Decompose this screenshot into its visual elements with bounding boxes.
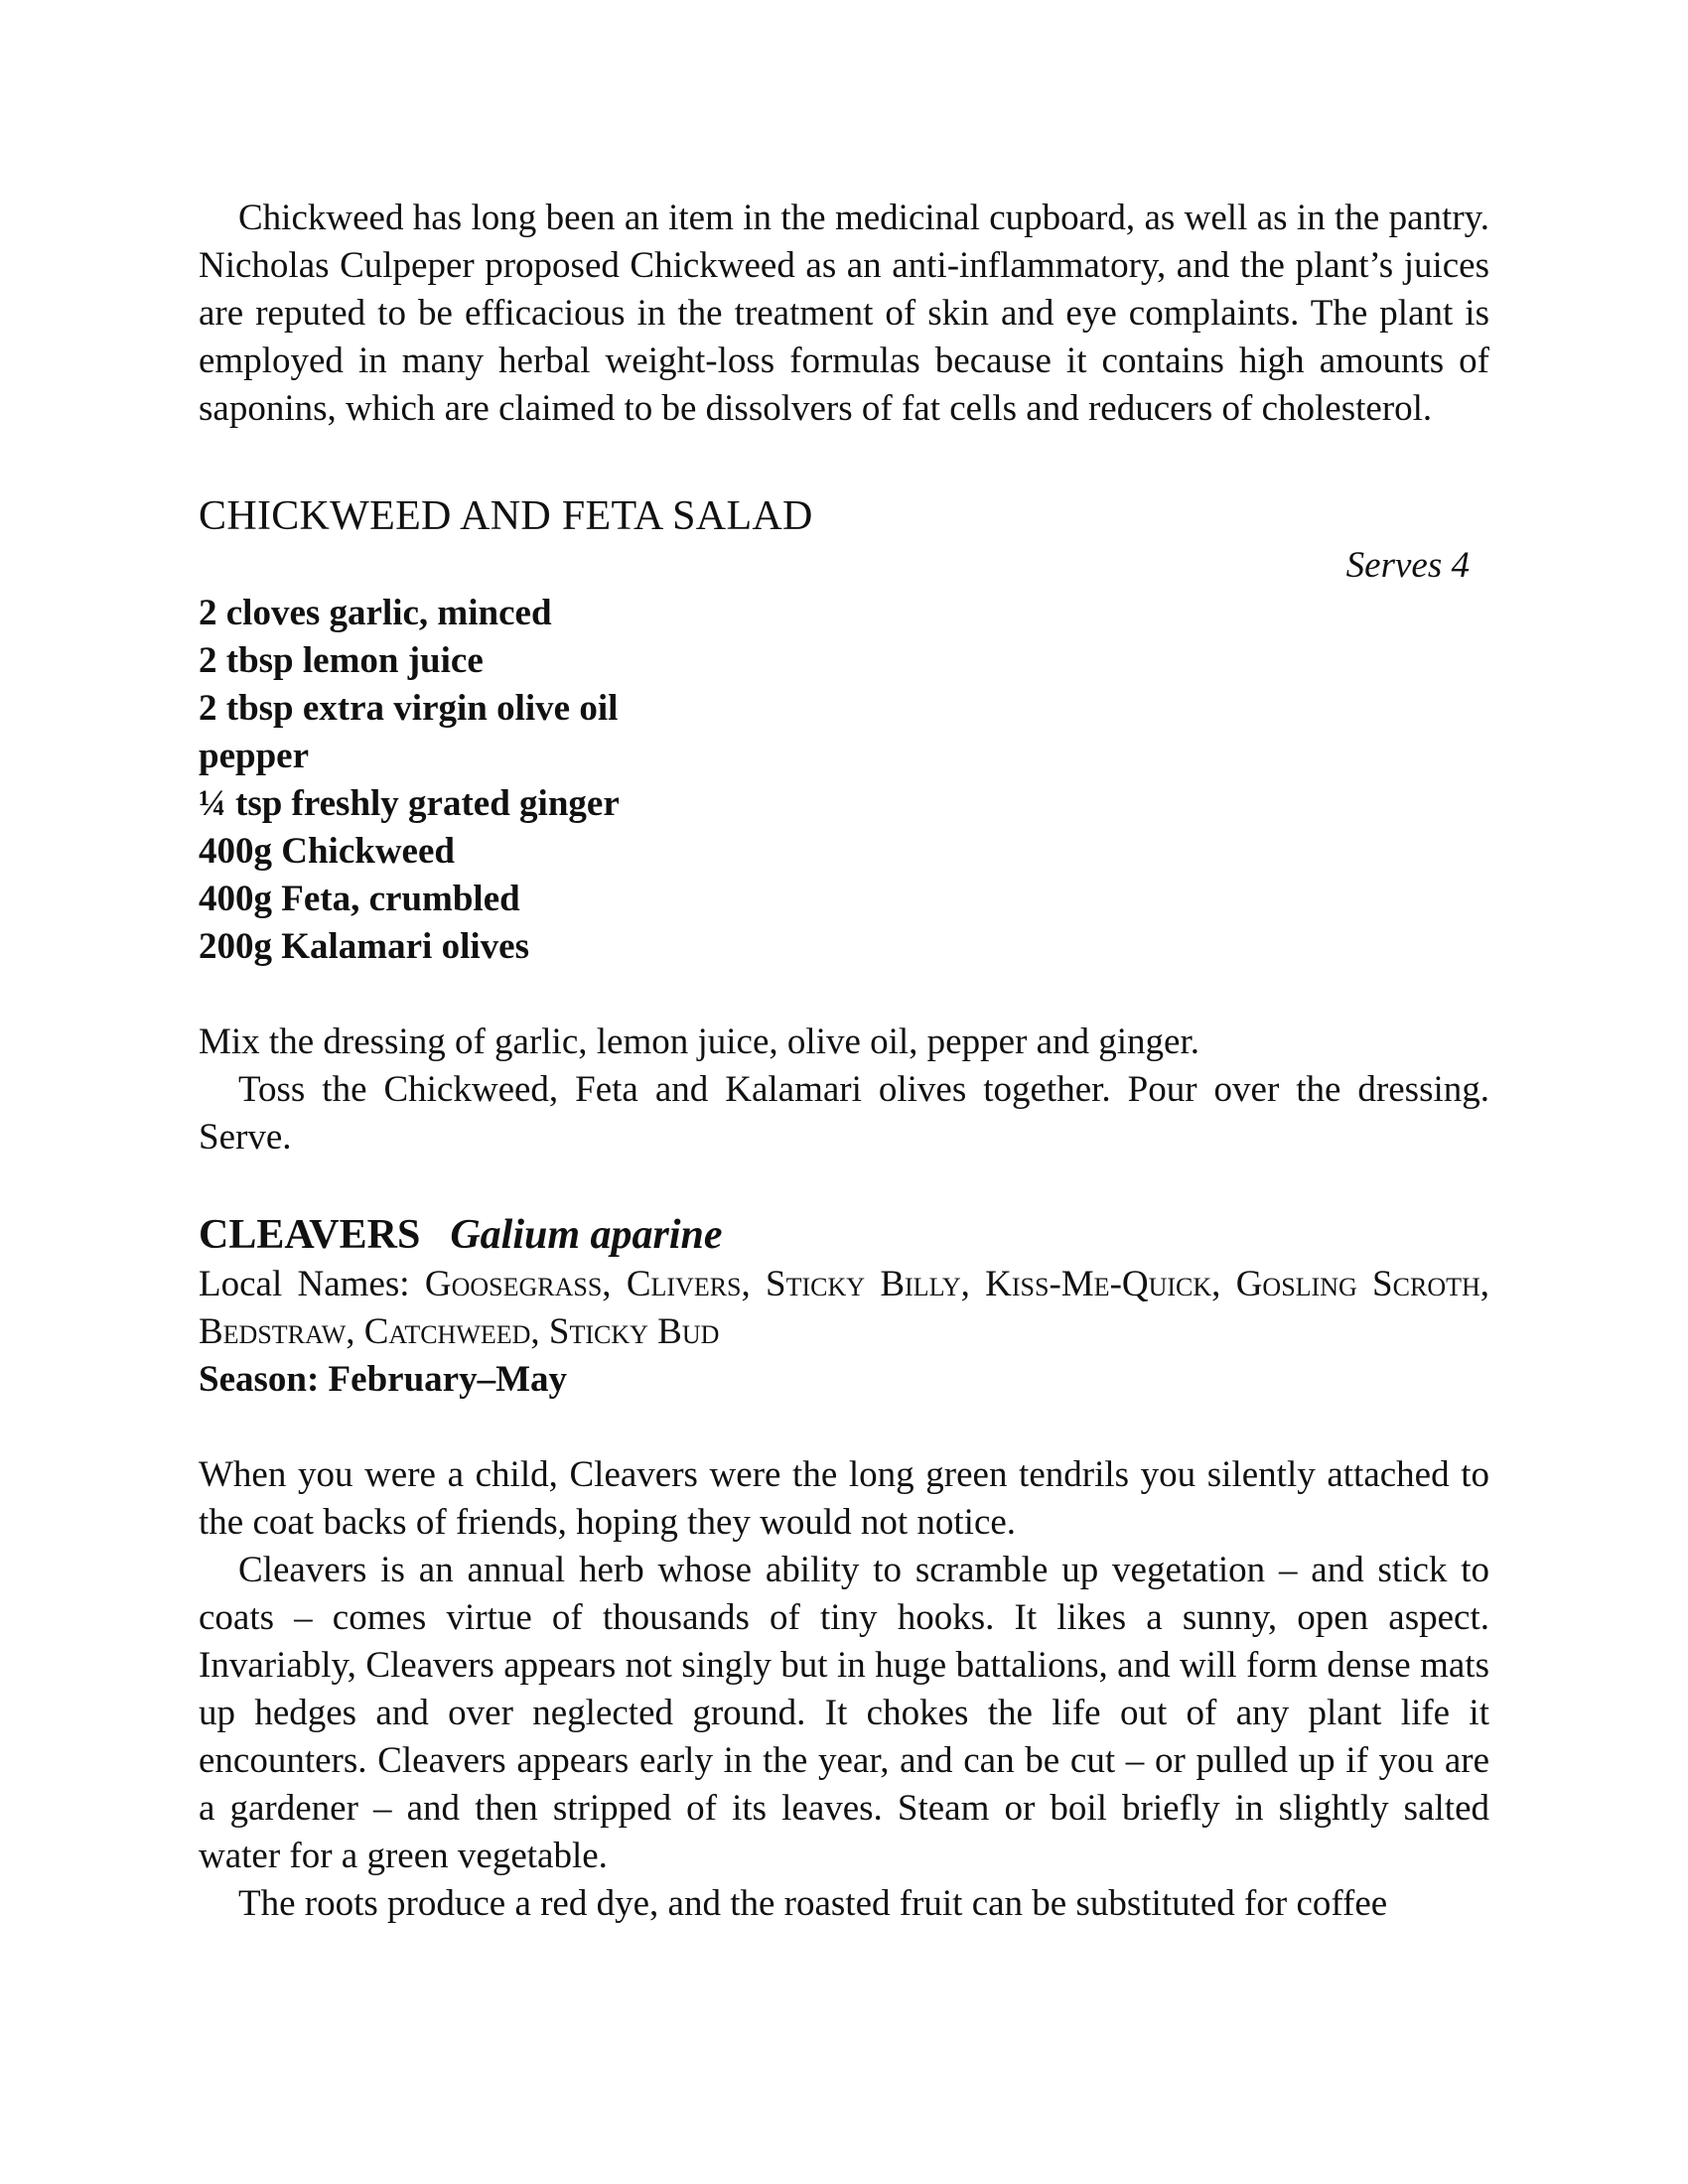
ingredient-item: 400g Feta, crumbled [199,879,520,919]
intro-paragraph: Chickweed has long been an item in the medicinal cupboard, as well as in the pantry. Nicholas Culpeper proposed Chickweed as an anti-inflammatory, and the plant’s juices are reputed to be efficacious in the treatment of skin and eye complaints. The plant is employed in many herbal weight-loss formulas because it contains high amounts of saponins, which are claimed to be dissolvers of fat cells and reducers of cholesterol. [199,198,1489,429]
plant-latin-name: Galium aparine [450,1212,723,1258]
local-names [199,1261,1489,1356]
plant-paragraph: The roots produce a red dye, and the roasted fruit can be substituted for coffee [238,1883,1388,1924]
ingredient-item: 2 cloves garlic, minced [199,593,552,633]
plant-season: Season: February–May [199,1359,567,1400]
page-body [199,195,1489,1928]
ingredient-list [199,590,1489,971]
ingredient-item: 400g Chickweed [199,831,455,872]
recipe-method-step-2: Toss the Chickweed, Feta and Kalamari olives together. Pour over the dressing. Serve. [199,1069,1489,1158]
recipe-serves: Serves 4 [1345,545,1470,586]
local-names-label: Local Names: [199,1264,410,1304]
ingredient-item: ¼ tsp freshly grated ginger [199,783,620,824]
plant-common-name: CLEAVERS [199,1212,421,1258]
plant-heading [199,1209,1489,1261]
ingredient-item: 2 tbsp extra virgin olive oil [199,688,619,729]
plant-paragraph: Cleavers is an annual herb whose ability to scramble up vegetation – and stick to coats – comes virtue of thousands of tiny hooks. It likes a sunny, open aspect. Invariably, Cleavers appears not singly but in huge battalions, and will form dense mats up hedges and over neglected ground. It chokes the life out of any plant life it encounters. Cleavers appears early in the year, and can be cut – or pulled up if you are a gardener – and then stripped of its leaves. Steam or boil briefly in slightly salted water for a green vegetable. [199,1550,1489,1876]
recipe-method-step-1: Mix the dressing of garlic, lemon juice, olive oil, pepper and ginger. [199,1022,1199,1062]
plant-paragraph: When you were a child, Cleavers were the long green tendrils you silently attached to the coat backs of friends, hoping they would not notice. [199,1454,1489,1543]
ingredient-item: 2 tbsp lemon juice [199,640,484,681]
ingredient-item: 200g Kalamari olives [199,926,529,967]
recipe-title: CHICKWEED AND FETA SALAD [199,493,813,539]
ingredient-item: pepper [199,736,309,776]
local-names-list: Goosegrass, Clivers, Sticky Billy, Kiss-Me-Quick, Gosling Scroth, Bedstraw, Catchweed, Sticky Bud [199,1264,1489,1352]
